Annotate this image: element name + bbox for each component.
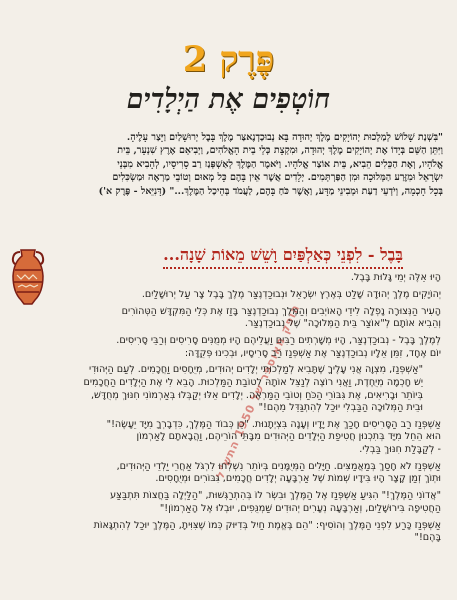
paragraph: אַשְׁפְּנַז לֹא חָסַךְ בְּמַאֲמַצִּים. חַיָּלִים הַמְּיֻמָּנִים בְּיוֹתֵר נִשְׁלְחוּ לִרְגֹּל אַחֲרֵי יַלְדֵי הַיְּהוּדִים, וּתְוֹךְ זְמַן קָצָר הָיוּ בִּידָיו שְׁמוֹת שֶׁל אַרְבָּעָה יְלָדִים חֲכָמִים, גִּבּוֹרִים וּמְיֻחָסִים.: [116, 460, 441, 485]
paragraph: לְמֶלֶךְ בָּבֶל - נְבוּכַדְנֶצַּר, הָיוּ מְשָׁרְתִים רַבִּים וַעֲלֵיהֶם הָיוּ מְמֻנִּים סָרִיסִים וְרַבֵּי סָרִיסִים. יוֹם אֶחָד, זִמֵּן אֵלָיו נְבוּכַדְנֶצַּר אֶת אַשְׁפְּנַז רַב סָרִיסָיו, וּבְכִינוּ פְּקֻדָּה:: [116, 334, 441, 359]
paragraph: אַשְׁפְּנַז כָּרַע לִפְנֵי הַמֶּלֶךְ וְהוֹסִיף: "הֵם בֶּאֱמֶת חַיִל בְּדִיּוּק כְּמוֹ שֶׁצִּוִּיתָ, הַמֶּלֶךְ יוּכַל לְהִתְגָּאוֹת בָּהֶם!": [93, 519, 441, 544]
chapter-title: חוֹטְפִים אֶת הַיְלָדִים: [126, 84, 331, 115]
paragraph: "אֲדוֹנִי הַמֶּלֶךְ!" הִגִּיעַ אַשְׁפְּנַז אֶל הַמֶּלֶךְ וּבִשְׂר לוֹ בְּהִתְרַגְּשׁוּת, "הַלַּיְלָה בַּחֲצוֹת תִּתְבַּצַּע הַחֲטִיפָה בִּירוּשָׁלַיִם, וְאַרְבָּעָה נְעָרִים יְהוּדִים שַׁמְנֻּפִים, יוּבְלוּ אֶל הָאַרְמוֹן!": [110, 490, 441, 514]
paragraph-quote: "אַשְׁפְּנַז, מִצְוָה אֲנִי עָלֶיךָ שֶׁתָּבִיא לְמַלְכוּתִי יְלָדִים יְהוּדִים, מְיֻחָסִים וַחֲכָמִים. לְעַם הַיְּהוּדִי יֵשׁ חָכְמָה מְיֻחֶדֶת, וַאֲנִי רוֹצֶה לְנַצֵּל אוֹתָהּ לְטוֹבַת הַמַּלְכוּת. הָבֵא לִי אֶת הַיְּלָדִים הַחֲכָמִים בְּיוֹתֵר וּבָרִיאִים, אֶת גִּבּוֹרֵי הַכֹּחַ וְטוֹבֵי הַמַּרְאֶה. יְלָדִים אֵלּוּ יְקַבְּלוּ בְּאַרְמוֹנִי חִנּוּךְ מְחֻדָּשׁ, וּבֵית הַמְּלוּכָה הַבַּבְלִי יוּכַל לְהִתְגַּדֵּל מֵהֶם!": [83, 364, 423, 414]
paragraph: יְהוֹיָקִים מֶלֶךְ יְהוּדָה שָׁלַט בְּאֶרֶץ יִשְׂרָאֵל וּנְבוּכַדְנֶצַּר מֶלֶךְ בָּבֶל צָר עַל יְרוּשָׁלַיִם.: [141, 288, 441, 300]
paragraph: אַשְׁפְּנַז רַב הַסָּרִיסִים חָכַךְ אֶת יָדָיו וְעָנָה בִּצְיְתָנוּת. "כֵּן כְּבוֹד הַמֶּלֶךְ, כִּדְבָרְךָ מִיָּד יֵעָשֶׂה!" הוּא הֵחֵל מִיָּד בְּתִכְנוּן חֲטִיפַת הַיְּלָדִים הַיְּהוּדִים מִבָּתֵּי הוֹרֵיהֶם, וַהֲבָאתָם לָאַרְמוֹן - לְקַבָּלַת חִנּוּךְ בַּבְלִי.: [106, 418, 441, 456]
paragraph: הָיוּ אֵלֶּה יְמֵי גָּלוּת בָּבֶל.: [350, 272, 441, 283]
section-heading: בָּבֶל - לִפְנֵי כְּאַלְפַּיִם וָשֵׁשׁ מֵאוֹת שָׁנָה...: [163, 244, 403, 269]
body-text: [15, 272, 441, 549]
paragraph: הָעִיר הַנְּצוּרָה נָפְלָה לִידֵי הָאוֹיְבִים וְהַמֶּלֶךְ נְבוּכַדְנֶצַּר בָּזַז אֶת כְּלֵי הַמִּקְדָּשׁ הַטְּהוֹרִים וְהֵבִיא אוֹתָם לְ"אוֹצַר בֵּית הַמְּלוּכָה" שֶׁל נְבוּכַדְנֶצַּר.: [121, 305, 441, 330]
scripture-quote: "בִּשְׁנַת שָׁלוֹשׁ לְמַלְכוּת יְהוֹיָקִים מֶלֶךְ יְהוּדָה בָּא נְבוּכַדְנֶאצַּר מֶלֶךְ בָּבֶל יְרוּשָׁלַיִם וַיָּצַר עָלֶיהָ. וַיִּתֵּן הַשֵּׁם בְּיָדוֹ אֶת יְהוֹיָקִים מֶלֶךְ יְהוּדָה, וּמִקְצָת כְּלֵי בֵית הָאֱלֹהִים, וַיְבִיאֵם אֶרֶץ שִׁנְעָר, בֵּית אֱלֹהָיו, וְאֶת הַכֵּלִים הֵבִיא, בֵּית אוֹצַר אֱלֹהָיו. וַיֹּאמֶר הַמֶּלֶךְ לְאַשְׁפְּנַז רַב סָרִיסָיו, לְהָבִיא מִבְּנֵי יִשְׂרָאֵל וּמִזֶּרַע הַמְּלוּכָה וּמִן הַפַּרְתְּמִים. יְלָדִים אֲשֶׁר אֵין בָּהֶם כָּל מְאוּם וְטוֹבֵי מַרְאֶה וּמַשְׂכִּלִים בְּכָל חָכְמָה, וְיֹדְעֵי דַעַת וּמְבִינֵי מַדָּע, וַאֲשֶׁר כֹּחַ בָּהֶם, לַעֲמֹד בְּהֵיכַל הַמֶּלֶךְ..." (דָּנִיֵּאל - פֶּרֶק א'): [98, 132, 443, 197]
chapter-label: פֶּרֶק 2: [182, 39, 275, 80]
library-stamp: הופק מאוספר של 1950 התש"ל: [213, 302, 303, 481]
